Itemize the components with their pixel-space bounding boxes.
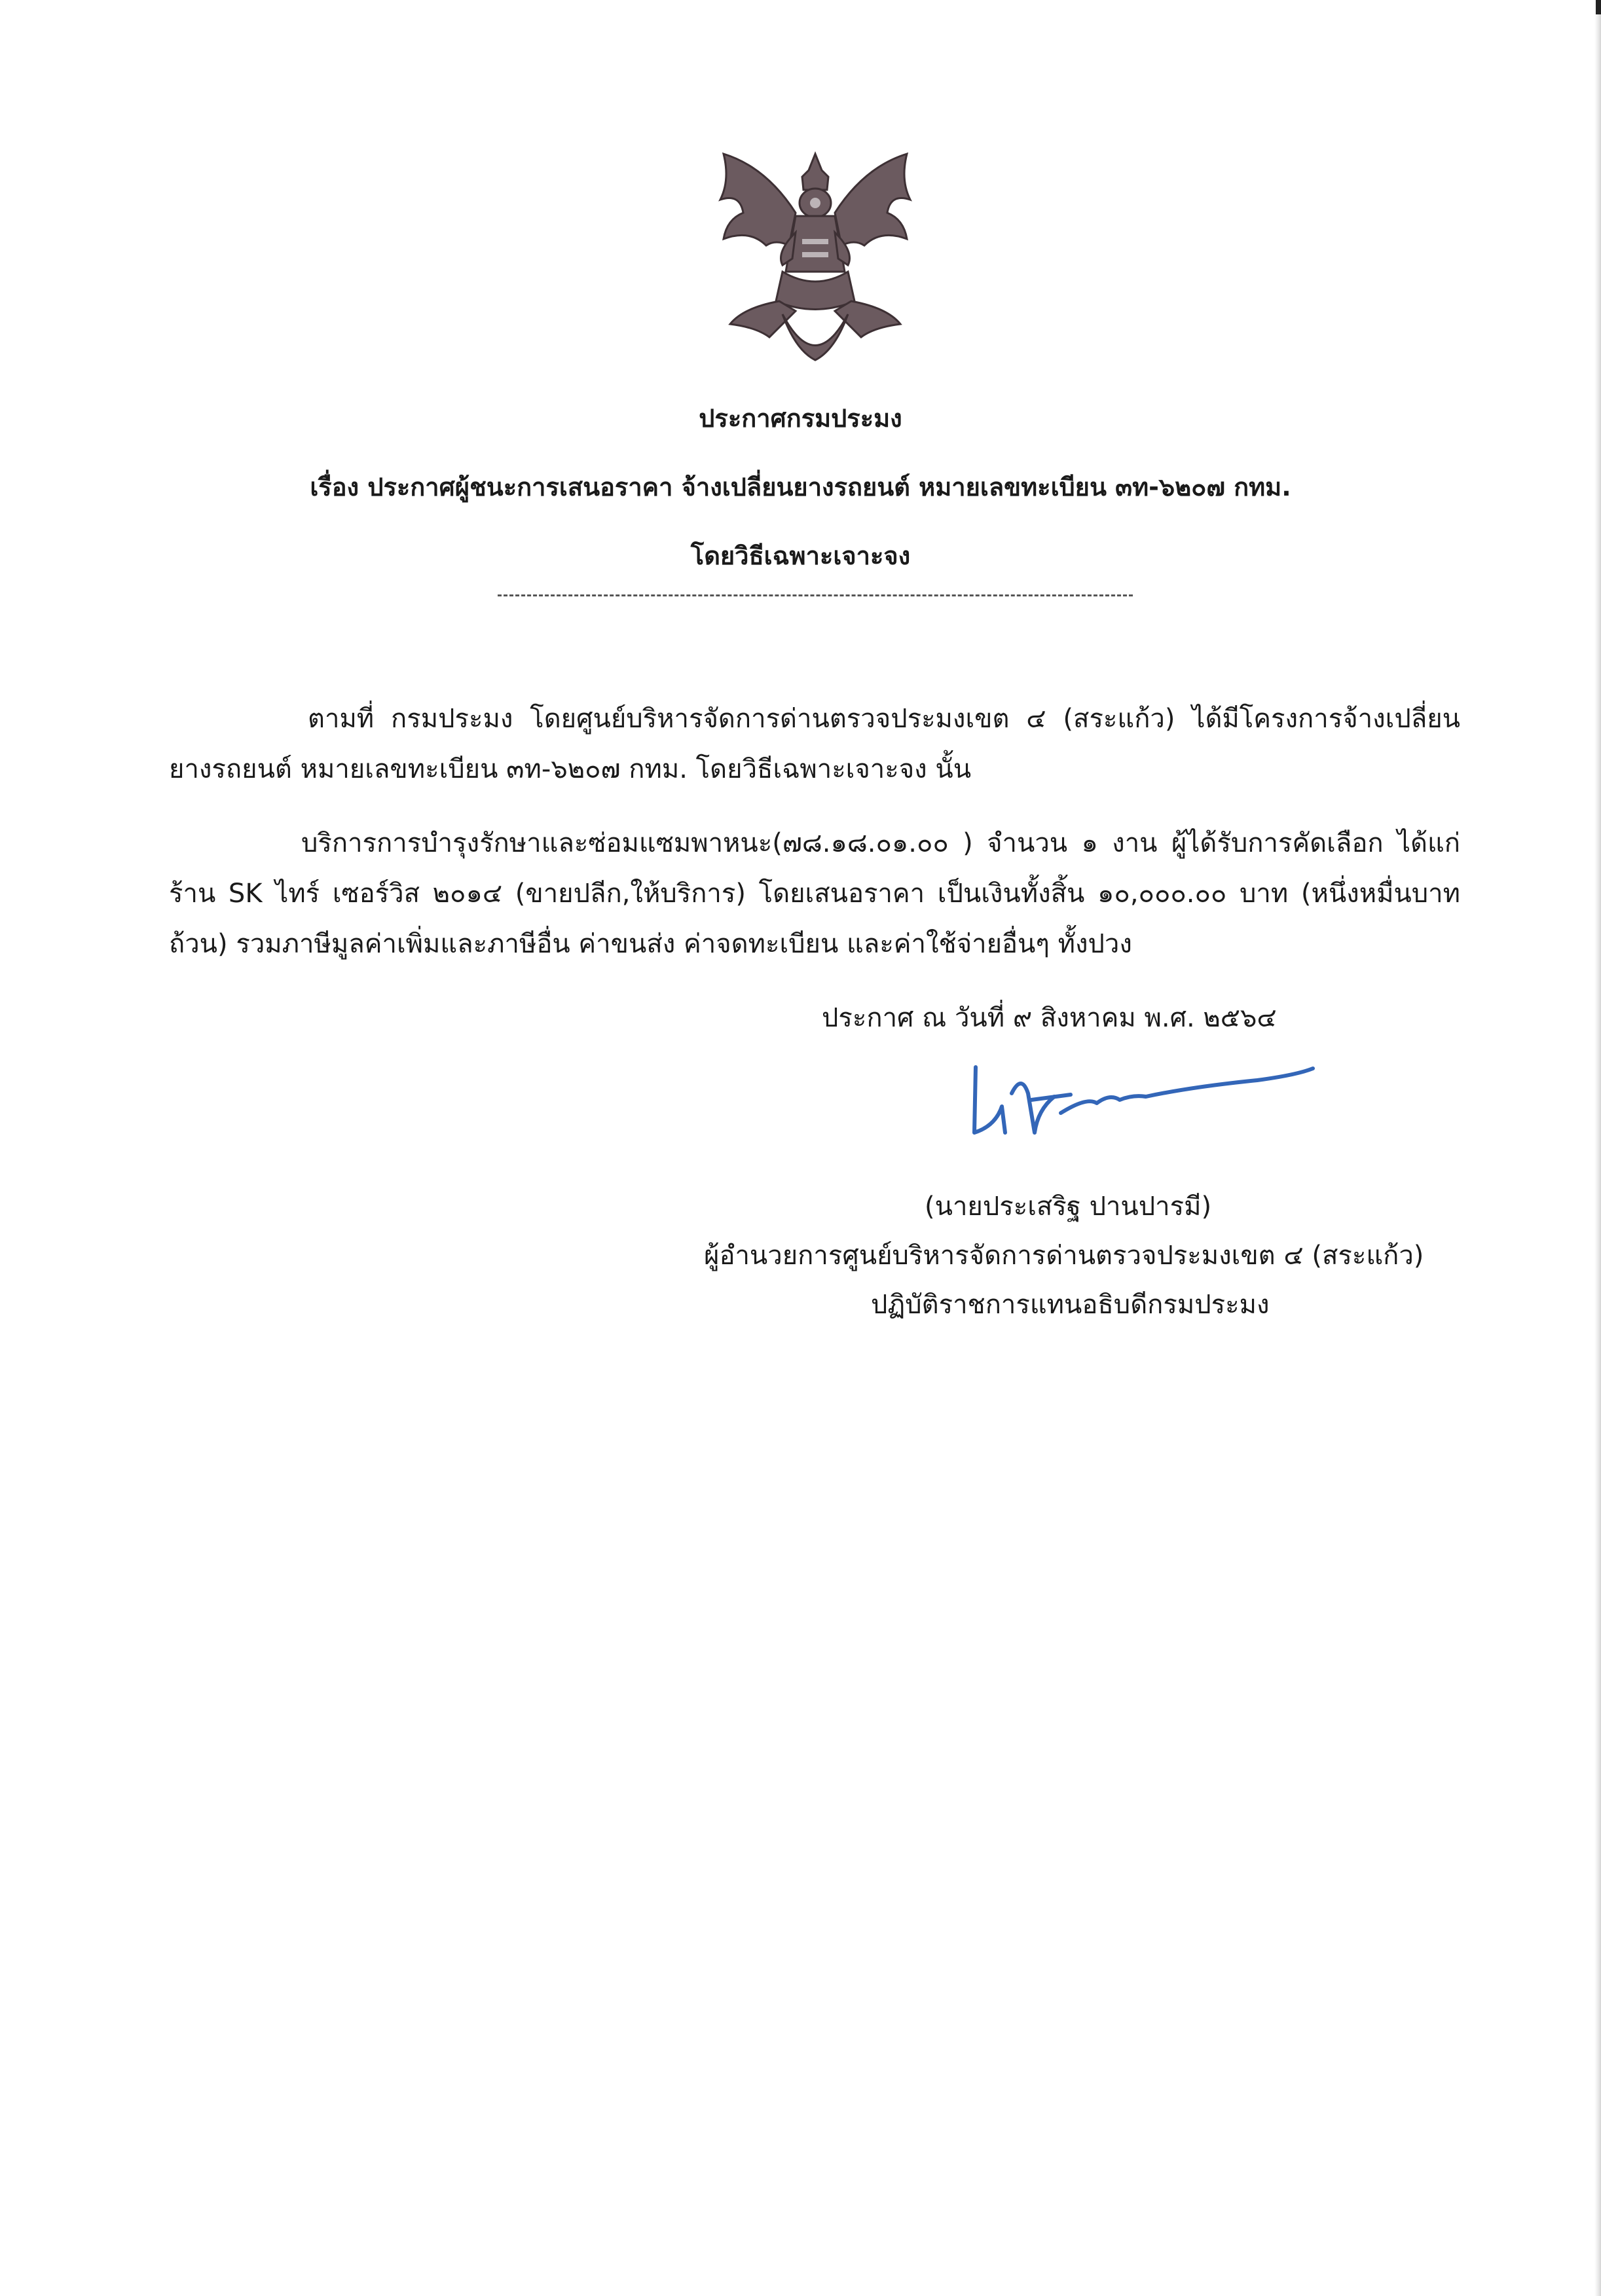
paragraph-1-line-1: ตามที่ กรมประมง โดยศูนย์บริหารจัดการด่านตรวจประมงเขต ๔ (สระแก้ว) ได้มีโครงการจ้างเปลี่ยน [308,704,1460,734]
scan-mark [1596,0,1601,14]
announcement-subject: เรื่อง ประกาศผู้ชนะการเสนอราคา จ้างเปลี่ยนยางรถยนต์ หมายเลขทะเบียน ๓ท-๖๒๐๗ กทม. [310,473,1291,501]
paragraph-2-line-3: ถ้วน) รวมภาษีมูลค่าเพิ่มและภาษีอื่น ค่าขนส่ง ค่าจดทะเบียน และค่าใช้จ่ายอื่นๆ ทั้งปวง [169,929,1132,959]
page-edge-shadow [1594,0,1601,2296]
signatory-position: ผู้อำนวยการศูนย์บริหารจัดการด่านตรวจประมงเขต ๔ (สระแก้ว) [704,1241,1424,1271]
signatory-name: (นายประเสริฐ ปานปารมี) [925,1192,1212,1222]
paragraph-2-line-1: บริการการบำรุงรักษาและซ่อมแซมพาหนะ(๗๘.๑๘.๐๑.๐๐ ) จำนวน ๑ งาน ผู้ได้รับการคัดเลือก ได้แก่ [301,828,1460,858]
announcement-date: ประกาศ ณ วันที่ ๙ สิงหาคม พ.ศ. ๒๕๖๔ [822,1003,1277,1033]
signatory-acting-for: ปฏิบัติราชการแทนอธิบดีกรมประมง [871,1290,1270,1320]
signature-icon [956,1034,1336,1165]
garuda-emblem-icon [704,141,927,370]
paragraph-1-line-2: ยางรถยนต์ หมายเลขทะเบียน ๓ท-๖๒๐๗ กทม. โดยวิธีเฉพาะเจาะจง นั้น [169,754,972,784]
announcement-agency: ประกาศกรมประมง [699,404,902,433]
procurement-method: โดยวิธีเฉพาะเจาะจง [690,541,911,570]
title-separator [498,594,1133,596]
paragraph-2-line-2: ร้าน SK ไทร์ เซอร์วิส ๒๐๑๔ (ขายปลีก,ให้บริการ) โดยเสนอราคา เป็นเงินทั้งสิ้น ๑๐,๐๐๐.๐๐ บาท (หนึ่งหมื่นบาท [169,879,1460,909]
